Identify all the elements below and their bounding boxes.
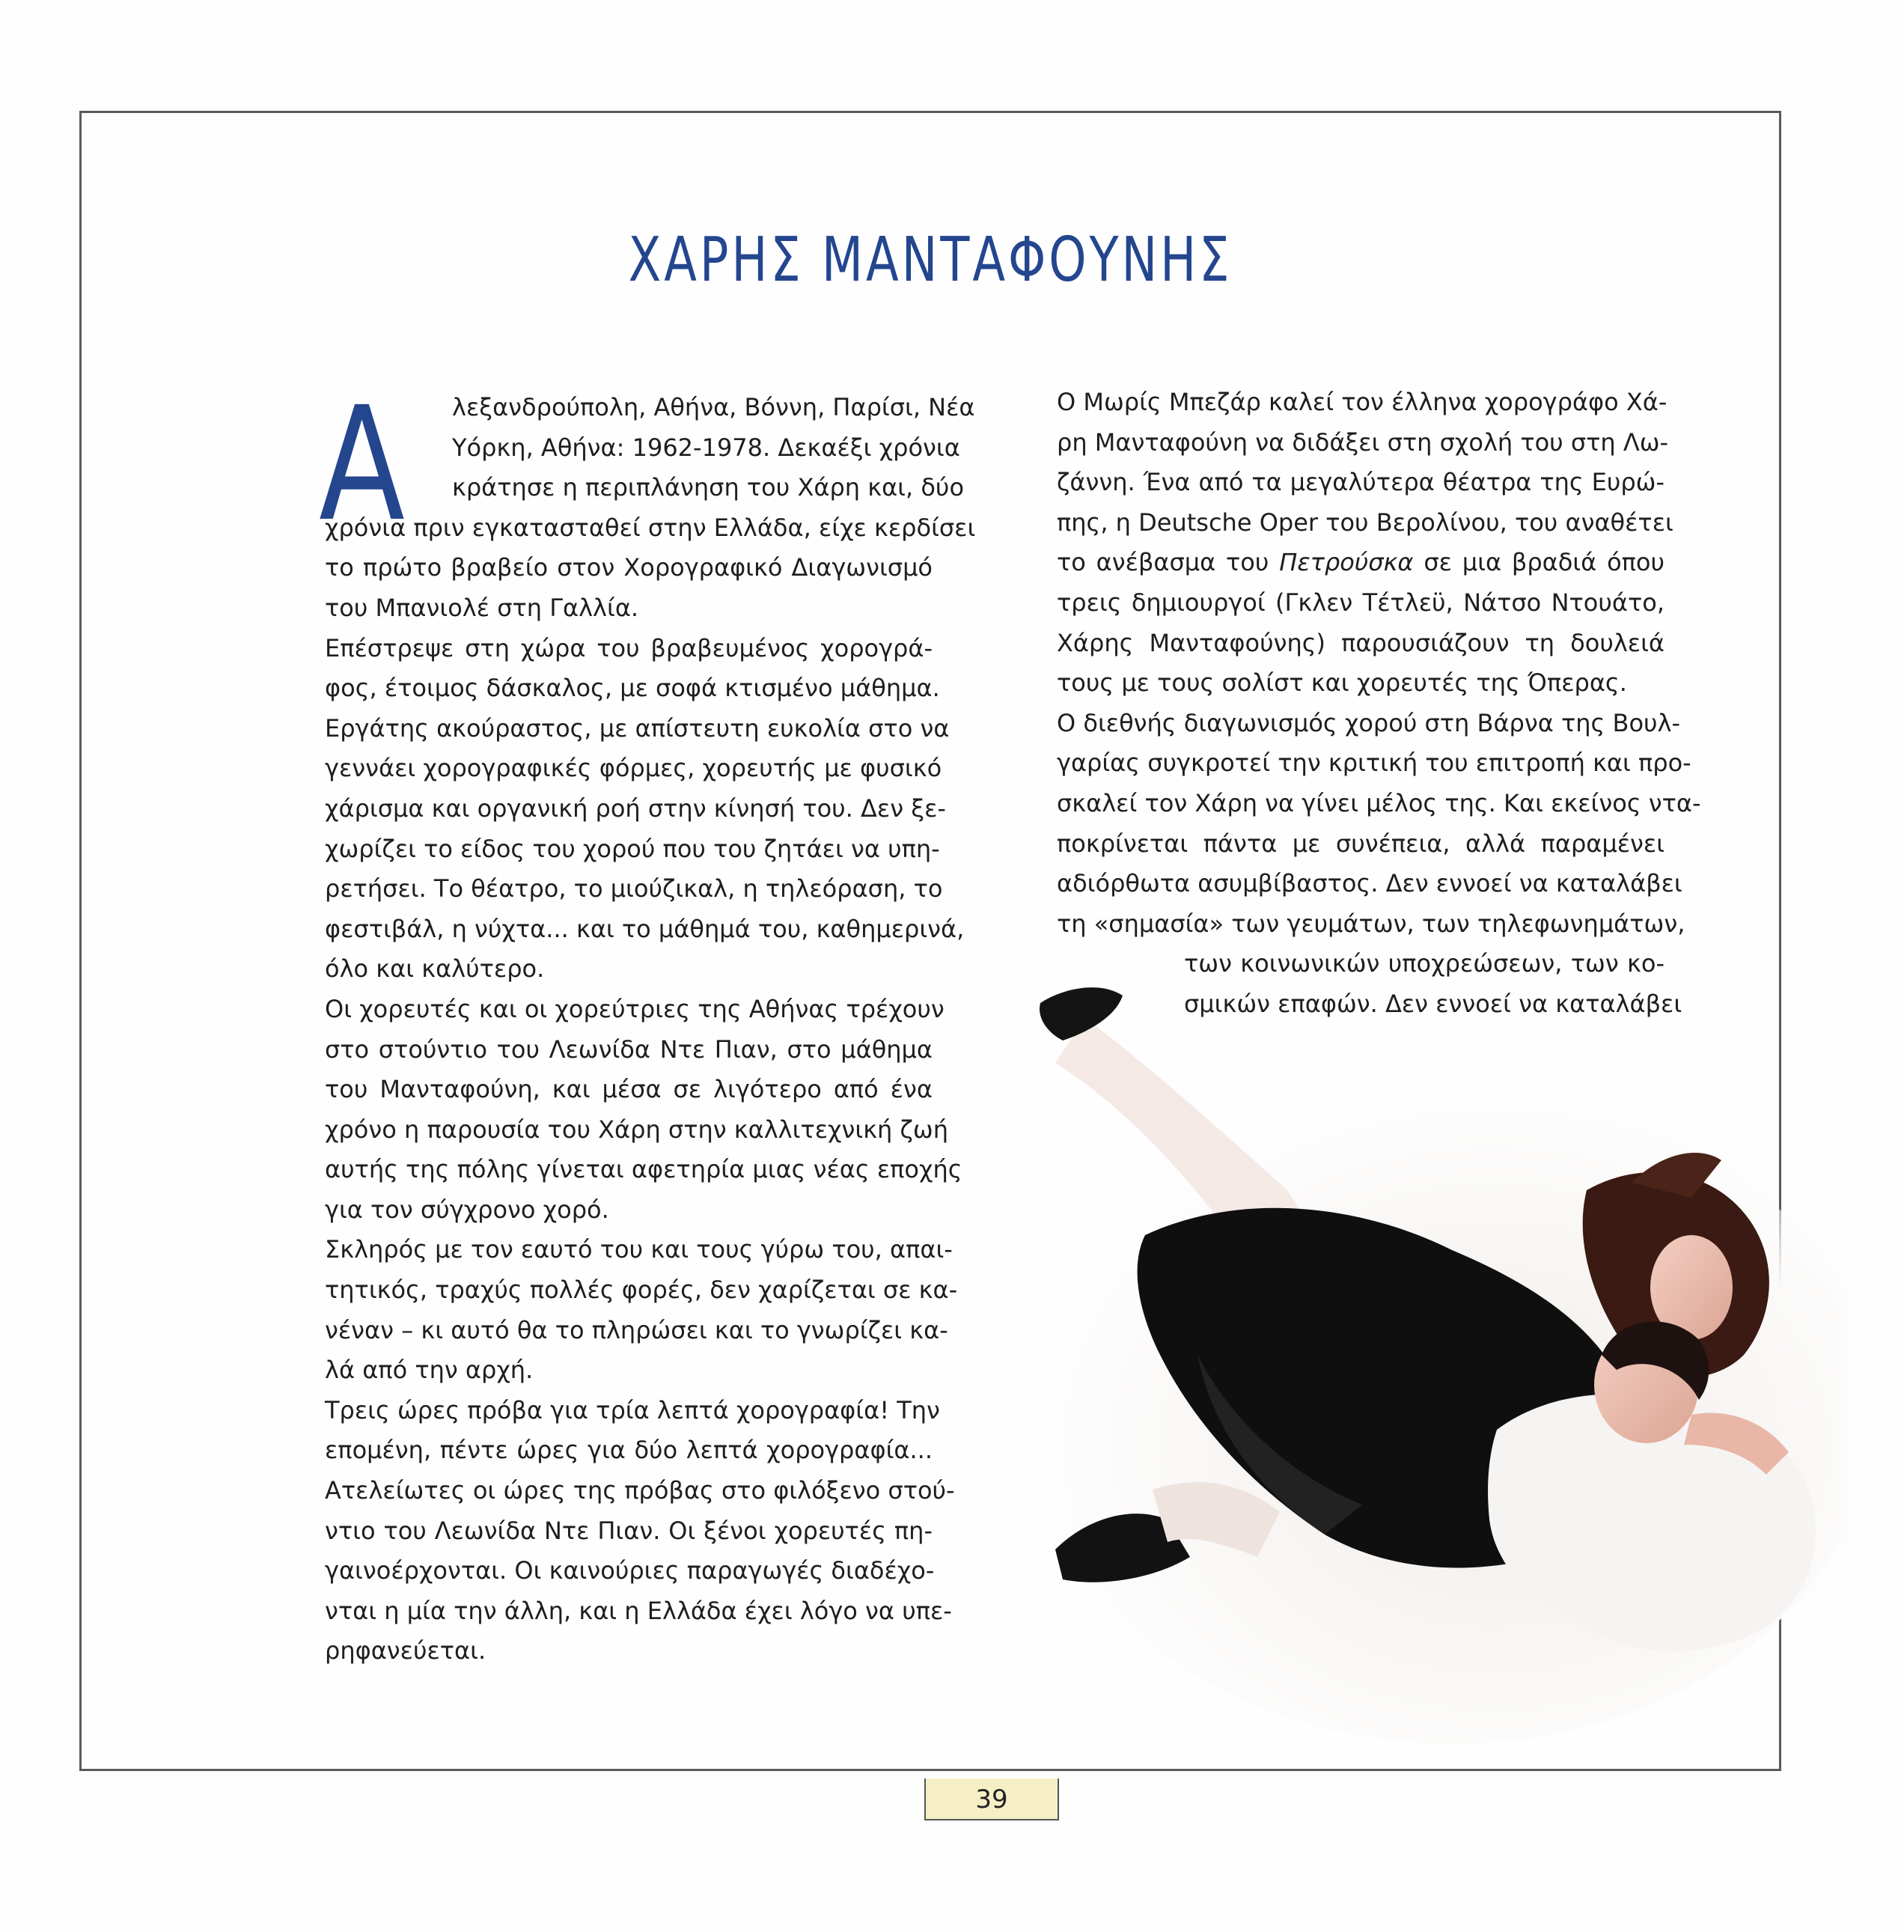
page-number-box [924, 1779, 1059, 1820]
right-column [1057, 383, 1701, 1025]
text-fragment: το ανέβασμα του [1057, 548, 1280, 577]
text-line: ποκρίνεται πάντα με συνέπεια, αλλά παραμένει [1057, 829, 1665, 858]
text-line: χρόνο η παρουσία του Χάρη στην καλλιτεχνική ζωή [325, 1115, 948, 1144]
page-title: ΧΑΡΗΣ ΜΑΝΤΑΦΟΥΝΗΣ [628, 225, 1233, 296]
drop-cap: Α [319, 373, 405, 556]
text-line: Ο Μωρίς Μπεζάρ καλεί τον έλληνα χορογράφο Χά- [1057, 388, 1667, 416]
text-line: κράτησε η περιπλάνηση του Χάρη και, δύο [452, 473, 965, 502]
text-line: τητικός, τραχύς πολλές φορές, δεν χαρίζεται σε κα- [325, 1276, 958, 1305]
page-number: 39 [975, 1785, 1008, 1814]
text-line: τους με τους σολίστ και χορευτές της Όπερας. [1057, 668, 1627, 698]
text-line: φος, έτοιμος δάσκαλος, με σοφά κτισμένο μάθημα. [325, 674, 940, 703]
text-line: Σκληρός με τον εαυτό του και τους γύρω του, απαι- [325, 1235, 953, 1264]
text-line: Οι χορευτές και οι χορεύτριες της Αθήνας τρέχουν [325, 994, 945, 1023]
text-line: φεστιβάλ, η νύχτα... και το μάθημά του, καθημερινά, [325, 914, 965, 943]
text-line: λά από την αρχή. [325, 1356, 534, 1385]
text-line: γαρίας συγκροτεί την κριτική του επιτροπή και προ- [1057, 749, 1691, 778]
text-line: χάρισμα και οργανική ροή στην κίνησή του. Δεν ξε- [325, 793, 946, 823]
text-line: ρηφανεύεται. [325, 1636, 486, 1666]
text-line: των κοινωνικών υποχρεώσεων, των κο- [1184, 949, 1665, 978]
text-line: νέναν – κι αυτό θα το πληρώσει και το γνωρίζει κα- [325, 1315, 948, 1344]
text-line: Εργάτης ακούραστος, με απίστευτη ευκολία στο να [325, 713, 950, 743]
text-line: γεννάει χορογραφικές φόρμες, χορευτής με φυσικό [325, 754, 942, 783]
text-line: το πρώτο βραβείο στον Χορογραφικό Διαγωνισμό [325, 553, 933, 582]
text-line: χωρίζει το είδος του χορού που του ζητάει να υπη- [325, 834, 940, 863]
text-line: Χάρης Μανταφούνης) παρουσιάζουν τη δουλειά [1057, 628, 1665, 657]
text-line: επομένη, πέντε ώρες για δύο λεπτά χορογραφία... [325, 1436, 933, 1465]
text-line: στο στούντιο του Λεωνίδα Ντε Πιαν, στο μάθημα [325, 1034, 933, 1064]
text-line: αδιόρθωτα ασυμβίβαστος. Δεν εννοεί να καταλάβει [1057, 869, 1682, 898]
dancers-photo [973, 966, 1841, 1767]
text-line: γαινοέρχονται. Οι καινούριες παραγωγές διαδέχο- [325, 1556, 935, 1585]
text-line: πης, η Deutsche Oper του Βερολίνου, του αναθέτει [1057, 508, 1673, 537]
text-line: Ατελείωτες οι ώρες της πρόβας στο φιλόξενο στού- [325, 1476, 955, 1505]
text-fragment: σε μια βραδιά όπου [1413, 548, 1665, 577]
text-line: ρη Μανταφούνη να διδάξει στη σχολή του στη Λω- [1057, 427, 1669, 457]
text-line: του Μανταφούνη, και μέσα σε λιγότερο από ένα [325, 1075, 933, 1104]
text-line: τρεις δημιουργοί (Γκλεν Τέτλεϋ, Νάτσο Ντουάτο, [1057, 588, 1665, 617]
text-line: λεξανδρούπολη, Αθήνα, Βόννη, Παρίσι, Νέα [452, 393, 975, 421]
text-line: του Μπανιολέ στη Γαλλία. [325, 593, 639, 622]
text-line: για τον σύγχρονο χορό. [325, 1195, 609, 1224]
text-line: νται η μία την άλλη, και η Ελλάδα έχει λόγο να υπε- [325, 1596, 952, 1625]
left-column [325, 388, 976, 1672]
text-line: Τρεις ώρες πρόβα για τρία λεπτά χορογραφία! Την [325, 1395, 940, 1424]
text-line: τη «σημασία» των γευμάτων, των τηλεφωνημάτων, [1057, 909, 1685, 938]
text-line: αυτής της πόλης γίνεται αφετηρία μιας νέας εποχής [325, 1155, 962, 1184]
text-line: σκαλεί τον Χάρη να γίνει μέλος της. Και εκείνος ντα- [1057, 788, 1701, 817]
text-line: ζάννη. Ένα από τα μεγαλύτερα θέατρα της Ευρώ- [1057, 468, 1665, 497]
text-line [1057, 543, 1665, 583]
italic-title: Πετρούσκα [1279, 548, 1414, 577]
text-line: Επέστρεψε στη χώρα του βραβευμένος χορογρά- [325, 633, 933, 662]
text-line: σμικών επαφών. Δεν εννοεί να καταλάβει [1184, 989, 1682, 1018]
text-line: Ο διεθνής διαγωνισμός χορού στη Βάρνα της Βουλ- [1057, 708, 1681, 737]
text-line: ντιο του Λεωνίδα Ντε Πιαν. Οι ξένοι χορευτές πη- [325, 1516, 933, 1545]
text-line: όλο και καλύτερο. [325, 954, 545, 984]
text-line: Υόρκη, Αθήνα: 1962-1978. Δεκαέξι χρόνια [452, 433, 960, 462]
text-line: ρετήσει. Το θέατρο, το μιούζικαλ, η τηλεόραση, το [325, 874, 943, 903]
text-line: χρόνια πριν εγκατασταθεί στην Ελλάδα, είχε κερδίσει [325, 513, 976, 542]
